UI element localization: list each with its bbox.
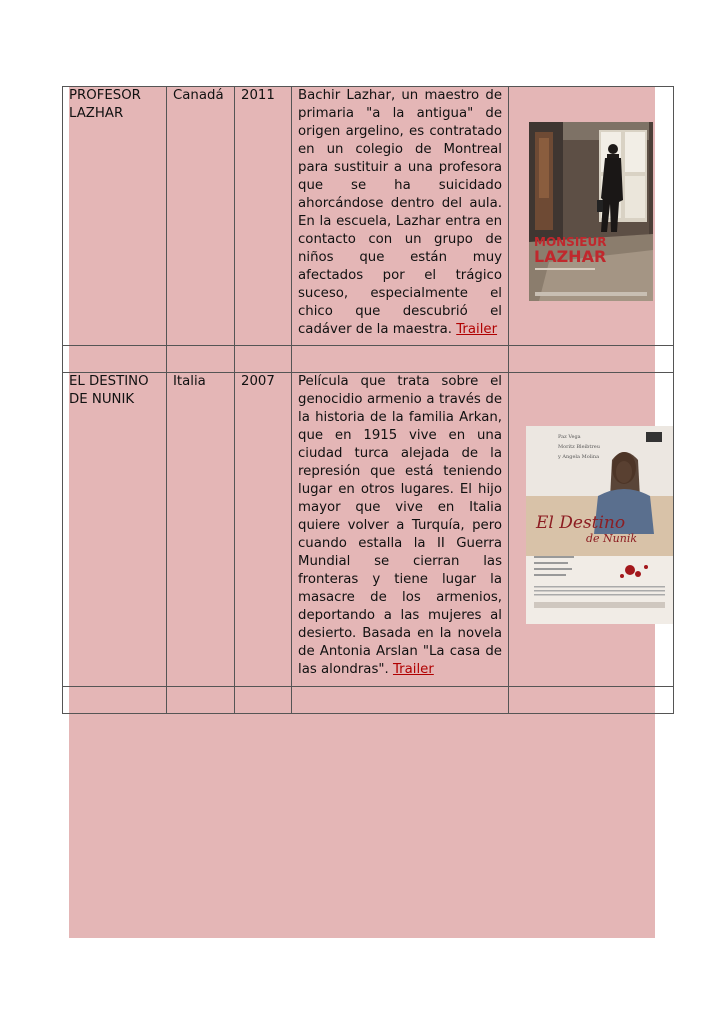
film-country-cell	[167, 87, 235, 346]
film-synopsis: Película que trata sobre el genocidio armenio a través de la historia de la familia Arkan, que en 1915 vive en una ciudad turca alejada de la represión que está teniendo lugar en otros lugares. El hijo mayor que vive en Italia quiere volver a Turquía, pero cuando estalla la II Guerra Mundial se cierran las fronteras y tiene lugar la masacre de los armenios, deportando a las mujeres al desierto. Basada en la novela de Antonia Arslan "La casa de las alondras".	[298, 374, 502, 677]
spacer-cell	[235, 346, 292, 373]
film-year: 2011	[241, 88, 275, 103]
spacer-row	[63, 687, 674, 714]
spacer-row	[63, 346, 674, 373]
film-country: Italia	[173, 374, 206, 389]
spacer-cell	[292, 346, 509, 373]
film-poster	[529, 122, 653, 301]
films-table-wrapper	[62, 86, 673, 714]
poster-image	[526, 426, 673, 624]
film-title-cell	[63, 87, 167, 346]
film-country: Canadá	[173, 88, 224, 103]
spacer-cell	[63, 346, 167, 373]
spacer-cell	[63, 687, 167, 714]
poster-cast-3: y Angela Molina	[558, 454, 600, 460]
film-poster	[526, 426, 673, 624]
spacer-cell	[509, 687, 674, 714]
poster-title-line1: El Destino	[536, 513, 626, 533]
film-year: 2007	[241, 374, 275, 389]
trailer-link[interactable]: Trailer	[456, 322, 498, 337]
films-table	[62, 86, 674, 714]
trailer-link[interactable]: Trailer	[392, 662, 434, 677]
film-year-cell	[235, 373, 292, 687]
film-year-cell	[235, 87, 292, 346]
poster-title-line2: LAZHAR	[534, 247, 607, 266]
film-poster-cell	[509, 373, 674, 687]
poster-title-line2: de Nunik	[586, 532, 638, 545]
spacer-cell	[167, 687, 235, 714]
film-title-cell	[63, 373, 167, 687]
film-row	[63, 373, 674, 687]
poster-cast-1: Paz Vega	[558, 434, 581, 440]
film-country-cell	[167, 373, 235, 687]
film-title: EL DESTINO DE NUNIK	[69, 374, 149, 407]
film-row	[63, 87, 674, 346]
spacer-cell	[292, 687, 509, 714]
spacer-cell	[167, 346, 235, 373]
poster-title-line1: MONSIEUR	[534, 235, 607, 249]
film-synopsis-cell	[292, 373, 509, 687]
film-synopsis: Bachir Lazhar, un maestro de primaria "a la antigua" de origen argelino, es contratado en un colegio de Montreal para sustituir a una profesora que se ha suicidado ahorcándose dentro del aula. En la escuela, Lazhar entra en contacto con un grupo de niños que están muy afectados por el trágico suceso, especialmente el chico que descubrió el cadáver de la maestra.	[298, 88, 502, 337]
poster-image	[529, 122, 653, 301]
film-poster-cell	[509, 87, 674, 346]
poster-cast-2: Moritz Bleibtreu	[558, 444, 600, 450]
film-synopsis-cell	[292, 87, 509, 346]
spacer-cell	[509, 346, 674, 373]
spacer-cell	[235, 687, 292, 714]
film-title: PROFESOR LAZHAR	[69, 88, 141, 121]
